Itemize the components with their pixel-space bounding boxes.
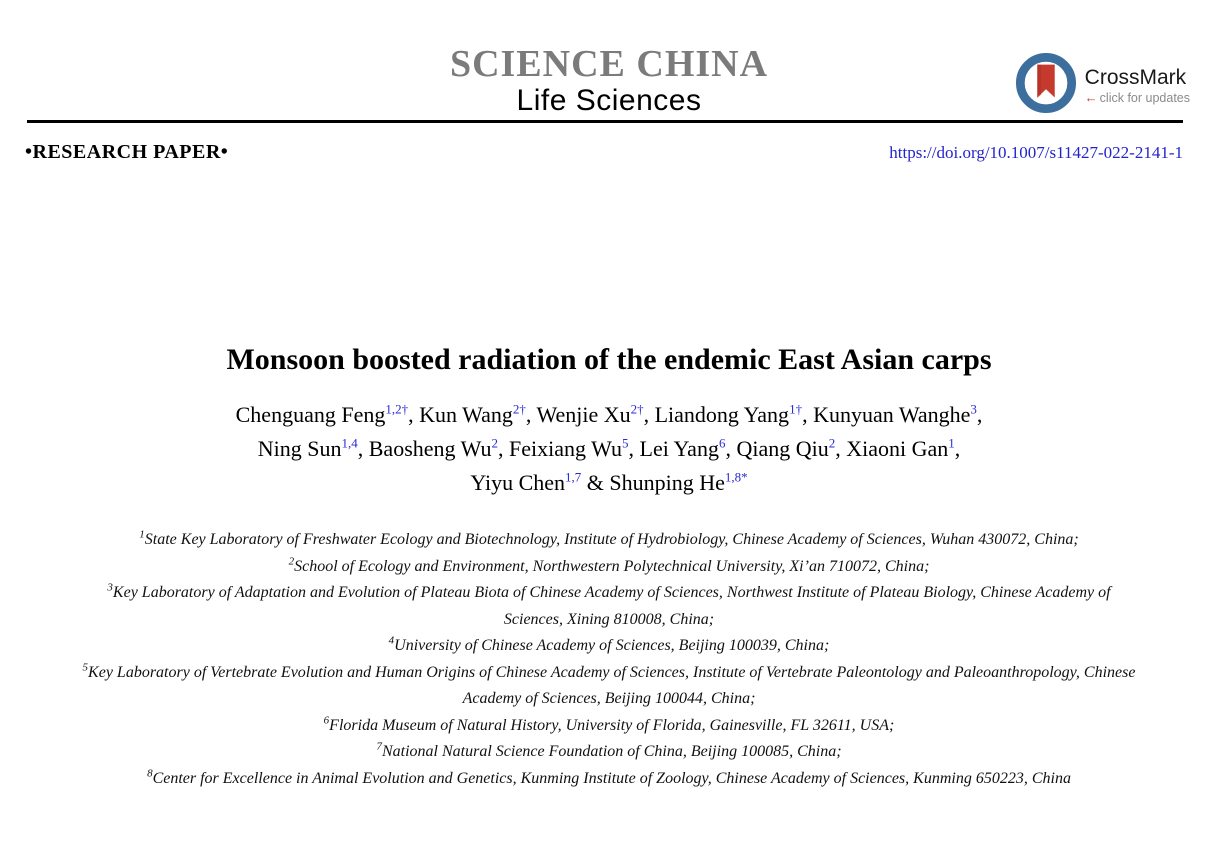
crossmark-badge[interactable] [1015,52,1190,119]
affiliation-number: 8 [147,767,153,780]
author-affil-superscript: 2† [630,401,644,417]
author-affil-superscript: 5 [622,435,629,451]
affiliation-item: $^8$Center for Excellence in Animal Evolution and Genetics, Kunming Institute of Zoology, Chinese Academy of Sciences, Kunming 650223, China [147,767,1071,787]
author: Chenguang Feng$^{1,2\dagger}$, [235,401,420,427]
affiliation-item: $^7$National Natural Science Foundation of China, Beijing 100085, China; [376,740,842,760]
author-affil-superscript: 6 [718,435,726,451]
crossmark-icon [1015,52,1077,119]
author: Kunyuan Wanghe$^3$, [813,401,983,427]
affiliation-item: $^3$Key Laboratory of Adaptation and Evolution of Plateau Biota of Chinese Academy of Sciences, Northwest Institute of Plateau Biology, Chinese Academy of Sciences, Xining 810008, China; [107,581,1111,628]
author-affil-superscript: 1,4 [341,435,358,451]
affiliation-number: 3 [107,581,113,594]
doi-link[interactable]: https://doi.org/10.1007/s11427-022-2141-1 [889,143,1183,162]
author: Yiyu Chen$^{1,7}$ & [470,469,610,495]
author-line [0,432,1218,466]
author: Ning Sun$^{1,4}$, [257,435,369,461]
author-affil-superscript: 2 [828,435,836,451]
affiliation-number: 7 [376,740,382,753]
affiliation-item: $^1$State Key Laboratory of Freshwater Ecology and Biotechnology, Institute of Hydrobiology, Chinese Academy of Sciences, Wuhan 430072, China; [139,528,1079,548]
author: Shunping $He^{1,8*}$ [609,469,748,495]
author-list [0,398,1218,500]
affiliation-number: 1 [139,528,145,541]
crossmark-sublabel: ← click for updates [1084,89,1190,105]
author-affil-superscript: 1 [948,435,955,451]
author-affil-superscript: 1,7 [565,469,582,485]
affiliation-item: $^6$Florida Museum of Natural History, University of Florida, Gainesville, FL 32611, USA; [323,714,895,734]
crossmark-label: CrossMark [1084,65,1187,89]
paper-type-label: •RESEARCH PAPER• [25,141,229,163]
crossmark-text [1085,66,1190,106]
author-affil-superscript: 1,2† [385,401,409,417]
left-arrow-icon: ← [1084,89,1098,105]
article-meta-row [25,141,1183,164]
affiliation-number: 2 [288,555,295,568]
author: Lei Yang$^6$, [639,435,737,461]
author-line [0,466,1218,500]
affiliation-number: 5 [82,661,89,674]
affiliation-number: 6 [323,714,330,727]
affiliation-list [78,527,1140,792]
author: Feixiang Wu$^5$, [509,435,640,461]
author: Wenjie $Xu^{2\dagger}$, [536,401,655,427]
author: Liandong Yang$^{1\dagger}$, [654,401,814,427]
article-title: Monsoon boosted radiation of the endemic East Asian carps [226,343,992,376]
author-affil-superscript: 2 [491,435,499,451]
journal-name: SCIENCE CHINA [449,43,769,85]
journal-subtitle: Life Sciences [516,84,702,117]
affiliation-item: $^2$School of Ecology and Environment, Northwestern Polytechnical University, Xi’an 710072, China; [288,555,930,575]
author: Kun Wang$^{2\dagger}$, [419,401,537,427]
author: Qiang Qiu$^2$, [736,435,847,461]
affiliation-item: $^4$University of Chinese Academy of Sciences, Beijing 100039, China; [388,634,830,654]
author-affil-superscript: 1,8* [724,469,748,485]
author: Xiaoni Gan$^1$, [846,435,961,461]
author-affil-superscript: 1† [789,401,803,417]
author-line [0,398,1218,432]
affiliation-number: 4 [388,634,395,647]
author-affil-superscript: 3 [970,401,977,417]
author-affil-superscript: 2† [512,401,526,417]
affiliation-item: $^5$Key Laboratory of Vertebrate Evolution and Human Origins of Chinese Academy of Sciences, Institute of Vertebrate Paleontology and Paleoanthropology, Chinese Academy of Sciences, Beijing 100044, China; [82,661,1136,707]
author: Baosheng Wu$^2$, [368,435,510,461]
header-divider [27,120,1183,123]
